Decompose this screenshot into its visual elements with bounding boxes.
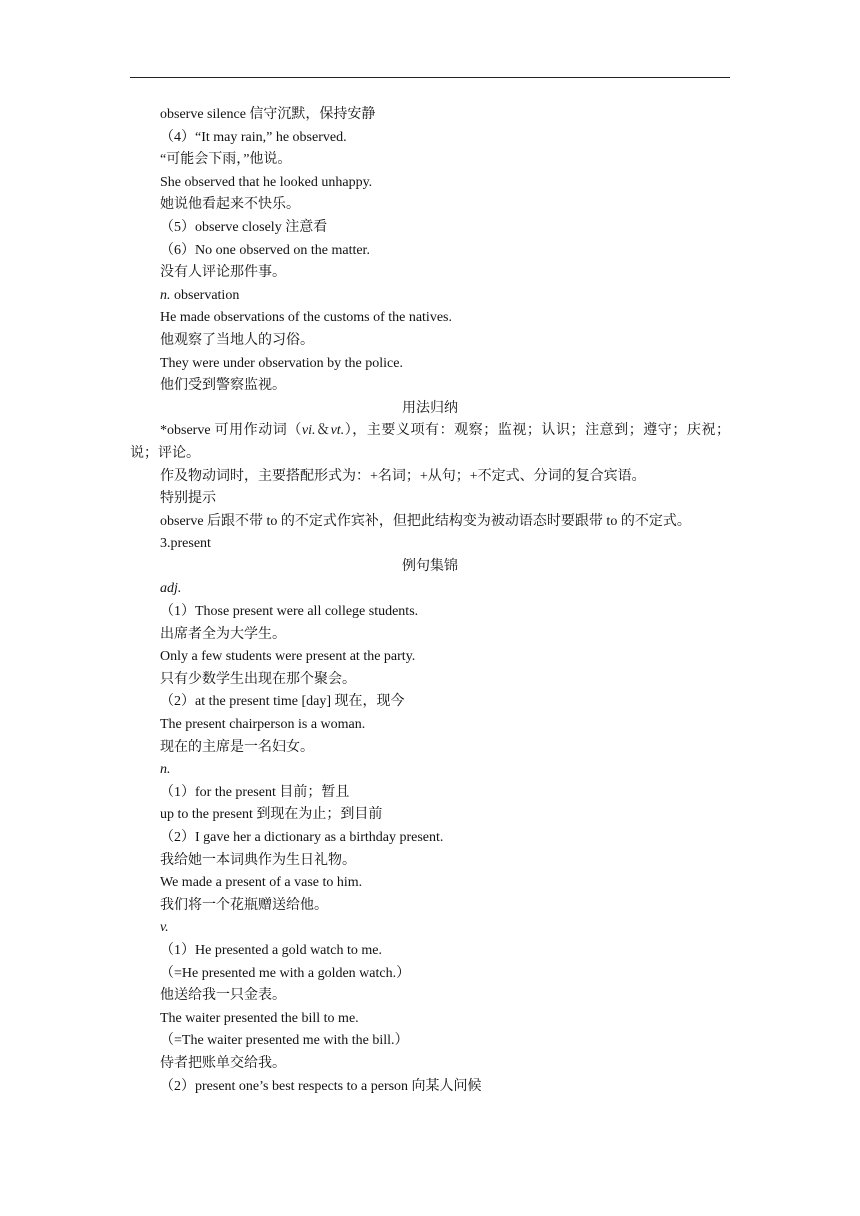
part-of-speech-label: adj. [160, 581, 182, 597]
text-line: 他观察了当地人的习俗。 [160, 332, 314, 348]
document-body [130, 104, 730, 1098]
text-line: “可能会下雨，”他说。 [160, 152, 292, 168]
text-line: She observed that he looked unhappy. [160, 174, 373, 190]
text-line: （1）Those present were all college students. [160, 604, 419, 620]
text-line: （=The waiter presented me with the bill.） [160, 1033, 409, 1049]
text-line: （=He presented me with a golden watch.） [160, 965, 411, 981]
text-line: up to the present 到现在为止；到目前 [160, 807, 383, 823]
text-fragment: observation [170, 287, 240, 303]
text-line: The present chairperson is a woman. [160, 717, 366, 733]
text-line: The waiter presented the bill to me. [160, 1010, 359, 1026]
text-line: 我给她一本词典作为生日礼物。 [160, 852, 356, 868]
text-line: They were under observation by the police. [160, 355, 403, 371]
section-heading: 用法归纳 [402, 400, 458, 416]
text-line [130, 759, 730, 782]
text-line [130, 917, 730, 940]
text-line: observe silence 信守沉默，保持安静 [160, 107, 376, 122]
text-line: （2）at the present time [day] 现在，现今 [160, 694, 405, 710]
text-line: He made observations of the customs of the natives. [160, 310, 452, 326]
part-of-speech-label: v. [160, 920, 169, 936]
text-line: （4）“It may rain,” he observed. [160, 129, 347, 145]
header-rule [130, 77, 730, 78]
part-of-speech-label: vt. [330, 423, 345, 439]
part-of-speech-label: n. [160, 287, 171, 303]
text-line [130, 285, 730, 308]
text-fragment: ＆ [315, 423, 331, 439]
text-line: 3.present [160, 536, 211, 552]
text-line: （1）for the present 目前；暂且 [160, 784, 350, 800]
part-of-speech-label: vi. [301, 423, 316, 439]
text-line: 侍者把账单交给我。 [160, 1055, 286, 1071]
text-line: observe 后跟不带 to 的不定式作宾补，但把此结构变为被动语态时要跟带 to 的不定式。 [160, 513, 691, 529]
text-line: 她说他看起来不快乐。 [160, 197, 300, 213]
text-fragment: *observe 可用作动词（ [160, 423, 302, 439]
text-line: 出席者全为大学生。 [160, 626, 286, 642]
text-line: 现在的主席是一名妇女。 [160, 739, 314, 755]
text-line: 他们受到警察监视。 [160, 378, 286, 394]
text-line: （6）No one observed on the matter. [160, 242, 370, 258]
text-line: 他送给我一只金表。 [160, 988, 286, 1004]
text-line: （2）present one’s best respects to a person 向某人问候 [160, 1078, 482, 1094]
section-heading: 例句集锦 [402, 558, 458, 574]
text-line [130, 420, 730, 465]
text-line: （5）observe closely 注意看 [160, 219, 328, 235]
text-line: （1）He presented a gold watch to me. [160, 942, 382, 958]
part-of-speech-label: n. [160, 762, 171, 778]
text-line: 作及物动词时，主要搭配形式为：+名词；+从句；+不定式、分词的复合宾语。 [160, 468, 646, 484]
text-line: We made a present of a vase to him. [160, 875, 363, 891]
text-line: 我们将一个花瓶赠送给他。 [160, 897, 328, 913]
text-line [130, 578, 730, 601]
text-line: （2）I gave her a dictionary as a birthday present. [160, 830, 444, 845]
text-fragment: ），主要义项有：观察；监视；认识；注意到；遵守；庆祝；说；评论。 [130, 423, 731, 461]
text-line: 没有人评论那件事。 [160, 265, 286, 281]
text-line: 只有少数学生出现在那个聚会。 [160, 671, 356, 687]
text-line: Only a few students were present at the party. [160, 649, 416, 665]
text-line: 特别提示 [160, 491, 216, 507]
